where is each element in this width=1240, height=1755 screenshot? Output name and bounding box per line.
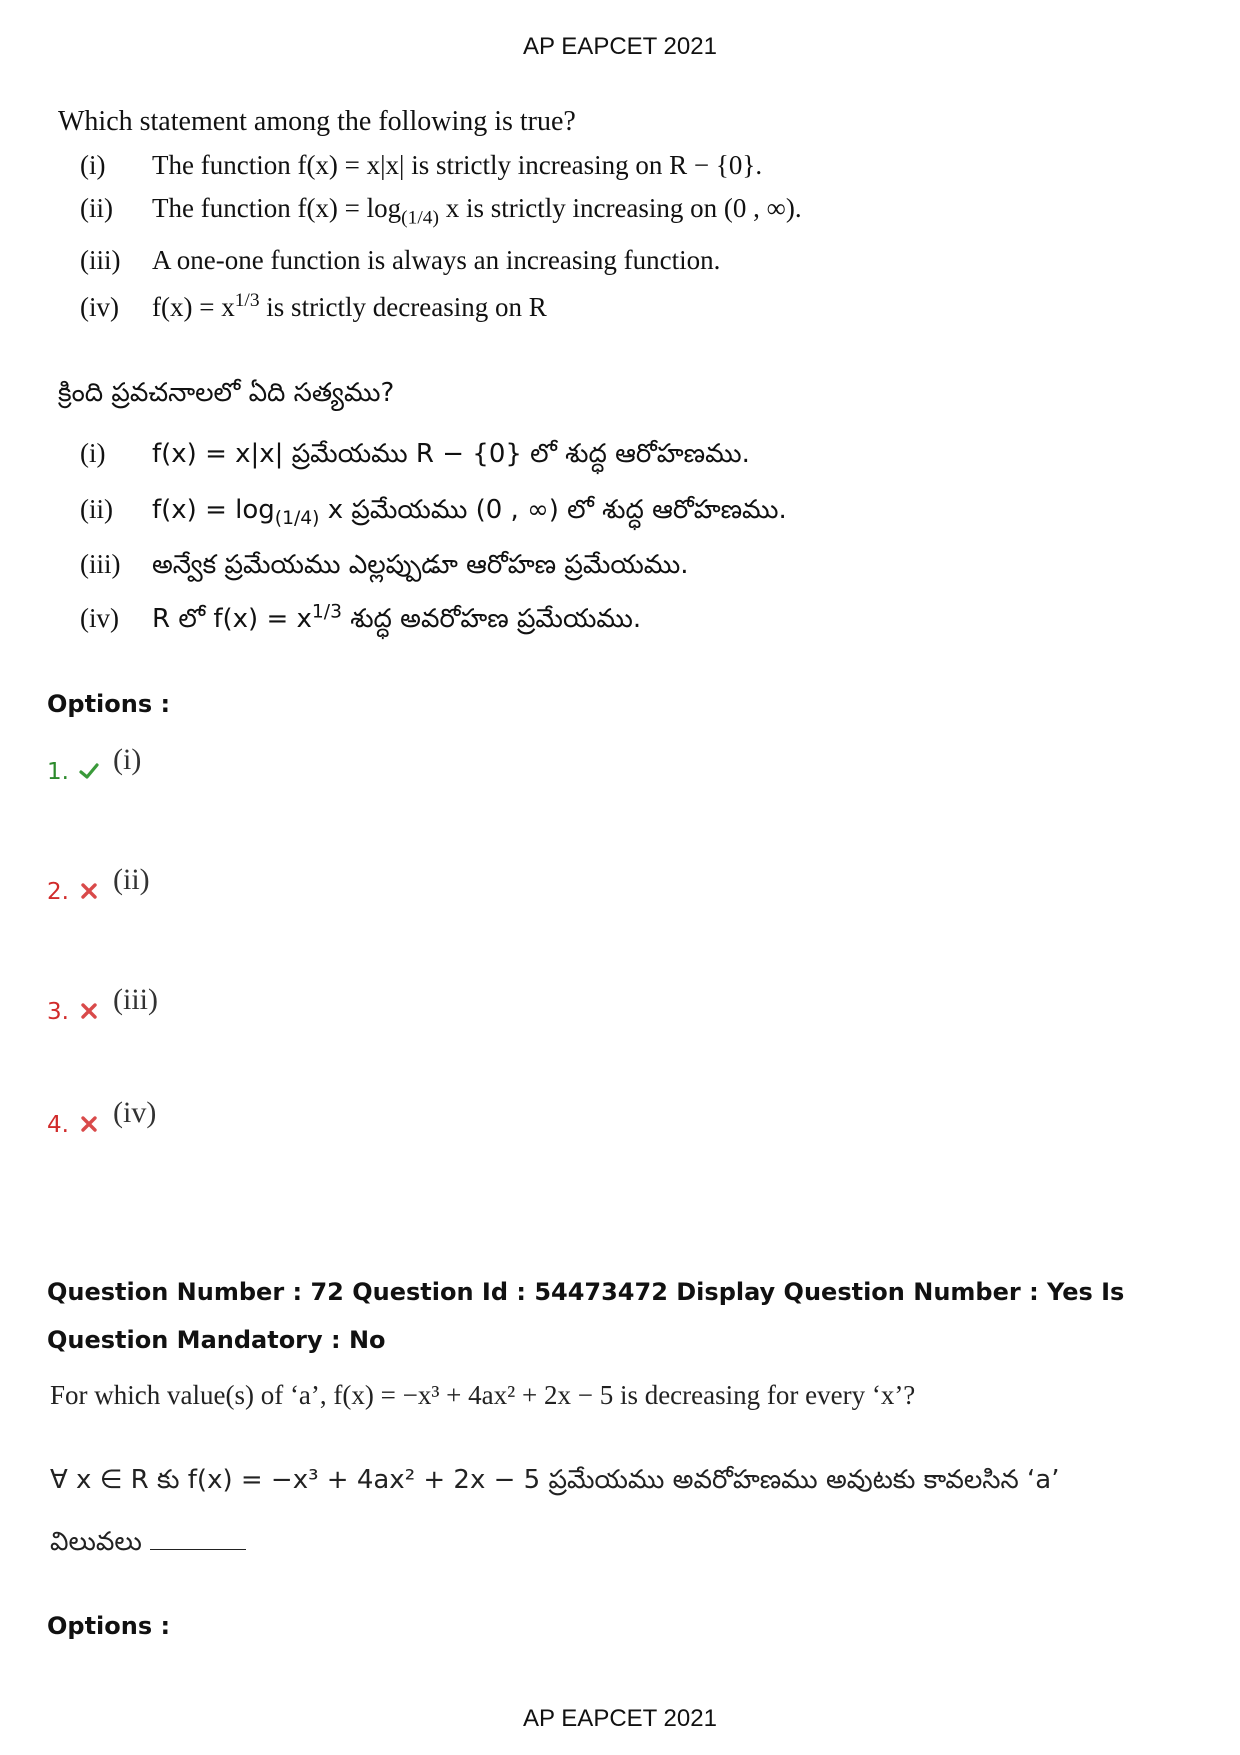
option-4[interactable]	[47, 1098, 347, 1158]
statement-en-2	[80, 193, 802, 229]
statement-text: The function f(x) = log	[152, 193, 402, 223]
statement-text-tail: x is strictly increasing on (0 , ∞).	[438, 193, 802, 223]
question-meta: Question Number : 72 Question Id : 54473472 Display Question Number : Yes Is Question Mandatory : No	[47, 1278, 1125, 1354]
cross-icon	[77, 999, 101, 1023]
statement-text: The function f(x) = x|x| is strictly increasing on R − {0}.	[152, 150, 763, 180]
page-footer: AP EAPCET 2021	[523, 1705, 717, 1732]
option-number: 1.	[47, 759, 69, 785]
question-text-te-word: విలువలు	[50, 1527, 142, 1557]
statement-en-1	[80, 150, 762, 181]
statement-superscript: 1/3	[234, 290, 260, 311]
option-number: 2.	[47, 879, 69, 905]
option-value: (i)	[113, 743, 142, 776]
question-title-en: Which statement among the following is true?	[58, 106, 576, 137]
options-label: Options :	[47, 690, 171, 718]
statement-number: (i)	[80, 438, 106, 468]
statement-text: f(x) = x	[152, 292, 235, 322]
statement-te-2	[80, 494, 787, 531]
statement-en-4	[80, 292, 547, 323]
statement-text-tail: x ప్రమేయము (0 , ∞) లో శుద్ధ ఆరోహణము.	[319, 495, 787, 525]
statement-te-1	[80, 438, 750, 475]
statement-superscript: 1/3	[311, 601, 342, 623]
statement-te-3	[80, 549, 689, 586]
statement-text: A one-one function is always an increasing function.	[152, 245, 721, 275]
options-label-q72: Options :	[47, 1612, 171, 1640]
option-3[interactable]	[47, 985, 347, 1045]
statement-text: f(x) = log	[152, 495, 275, 525]
cross-icon	[77, 879, 101, 903]
statement-number: (i)	[80, 150, 106, 180]
question-text-te: ∀ x ∈ R కు f(x) = −x³ + 4ax² + 2x − 5 ప్రమేయము అవరోహణము అవుటకు కావలసిన ‘a’	[50, 1465, 1060, 1495]
statement-text-tail: శుద్ధ అవరోహణ ప్రమేయము.	[342, 604, 642, 634]
statement-subscript: (1/4)	[401, 207, 439, 229]
option-number: 3.	[47, 999, 69, 1025]
statement-number: (iii)	[80, 245, 121, 275]
option-value: (iv)	[113, 1096, 157, 1129]
statement-text: R లో f(x) = x	[152, 604, 312, 634]
check-icon	[77, 759, 101, 783]
statement-text-tail: is strictly decreasing on R	[259, 292, 547, 322]
page-header: AP EAPCET 2021	[523, 33, 717, 60]
statement-number: (iii)	[80, 549, 121, 579]
question-title-te: క్రింది ప్రవచనాలలో ఏది సత్యము?	[58, 378, 395, 408]
question-text-en: For which value(s) of ‘a’, f(x) = −x³ + 4ax² + 2x − 5 is decreasing for every ‘x’?	[50, 1380, 916, 1410]
cross-icon	[77, 1112, 101, 1136]
question-text-te-line2	[50, 1527, 246, 1563]
statement-number: (iv)	[80, 603, 119, 633]
option-value: (ii)	[113, 863, 150, 896]
statement-text: f(x) = x|x| ప్రమేయము R − {0} లో శుద్ధ ఆరోహణము.	[152, 439, 750, 469]
statement-number: (iv)	[80, 292, 119, 322]
statement-en-3	[80, 245, 720, 276]
option-1[interactable]	[47, 745, 347, 805]
statement-text: అన్వేక ప్రమేయము ఎల్లప్పుడూ ఆరోహణ ప్రమేయము.	[152, 550, 689, 580]
statement-subscript: (1/4)	[274, 508, 320, 530]
statement-te-4	[80, 603, 641, 640]
answer-blank	[150, 1527, 246, 1550]
option-value: (iii)	[113, 983, 158, 1016]
statement-number: (ii)	[80, 193, 113, 223]
option-2[interactable]	[47, 865, 347, 925]
statement-number: (ii)	[80, 494, 113, 524]
option-number: 4.	[47, 1112, 69, 1138]
